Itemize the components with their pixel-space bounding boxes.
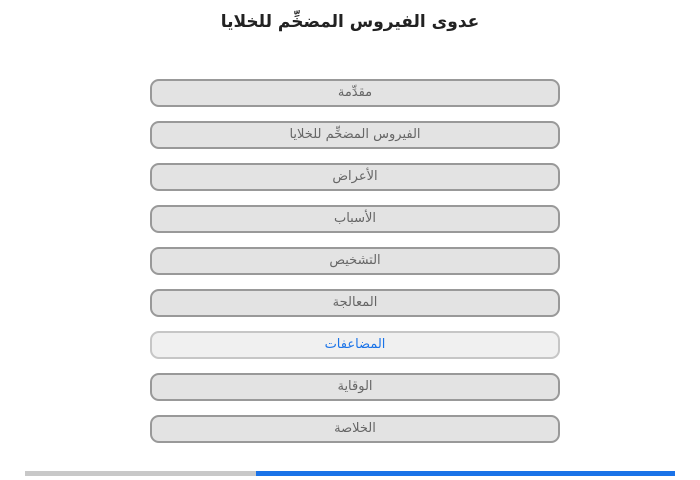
- menu-item-introduction[interactable]: مقدِّمة: [150, 79, 560, 107]
- menu-item-summary[interactable]: الخلاصة: [150, 415, 560, 443]
- menu-item-diagnosis[interactable]: التشخيص: [150, 247, 560, 275]
- page-title: عدوى الفيروس المضخِّم للخلايا: [220, 12, 480, 32]
- progress-fill: [256, 471, 675, 476]
- menu-item-symptoms[interactable]: الأعراض: [150, 163, 560, 191]
- menu-item-prevention[interactable]: الوقاية: [150, 373, 560, 401]
- menu-item-treatment[interactable]: المعالجة: [150, 289, 560, 317]
- menu-item-causes[interactable]: الأسباب: [150, 205, 560, 233]
- menu-item-complications[interactable]: المضاعفات: [150, 331, 560, 359]
- chapter-menu: [150, 79, 560, 457]
- progress-bar: [25, 471, 675, 476]
- menu-item-cytomegalovirus[interactable]: الفيروس المضخِّم للخلايا: [150, 121, 560, 149]
